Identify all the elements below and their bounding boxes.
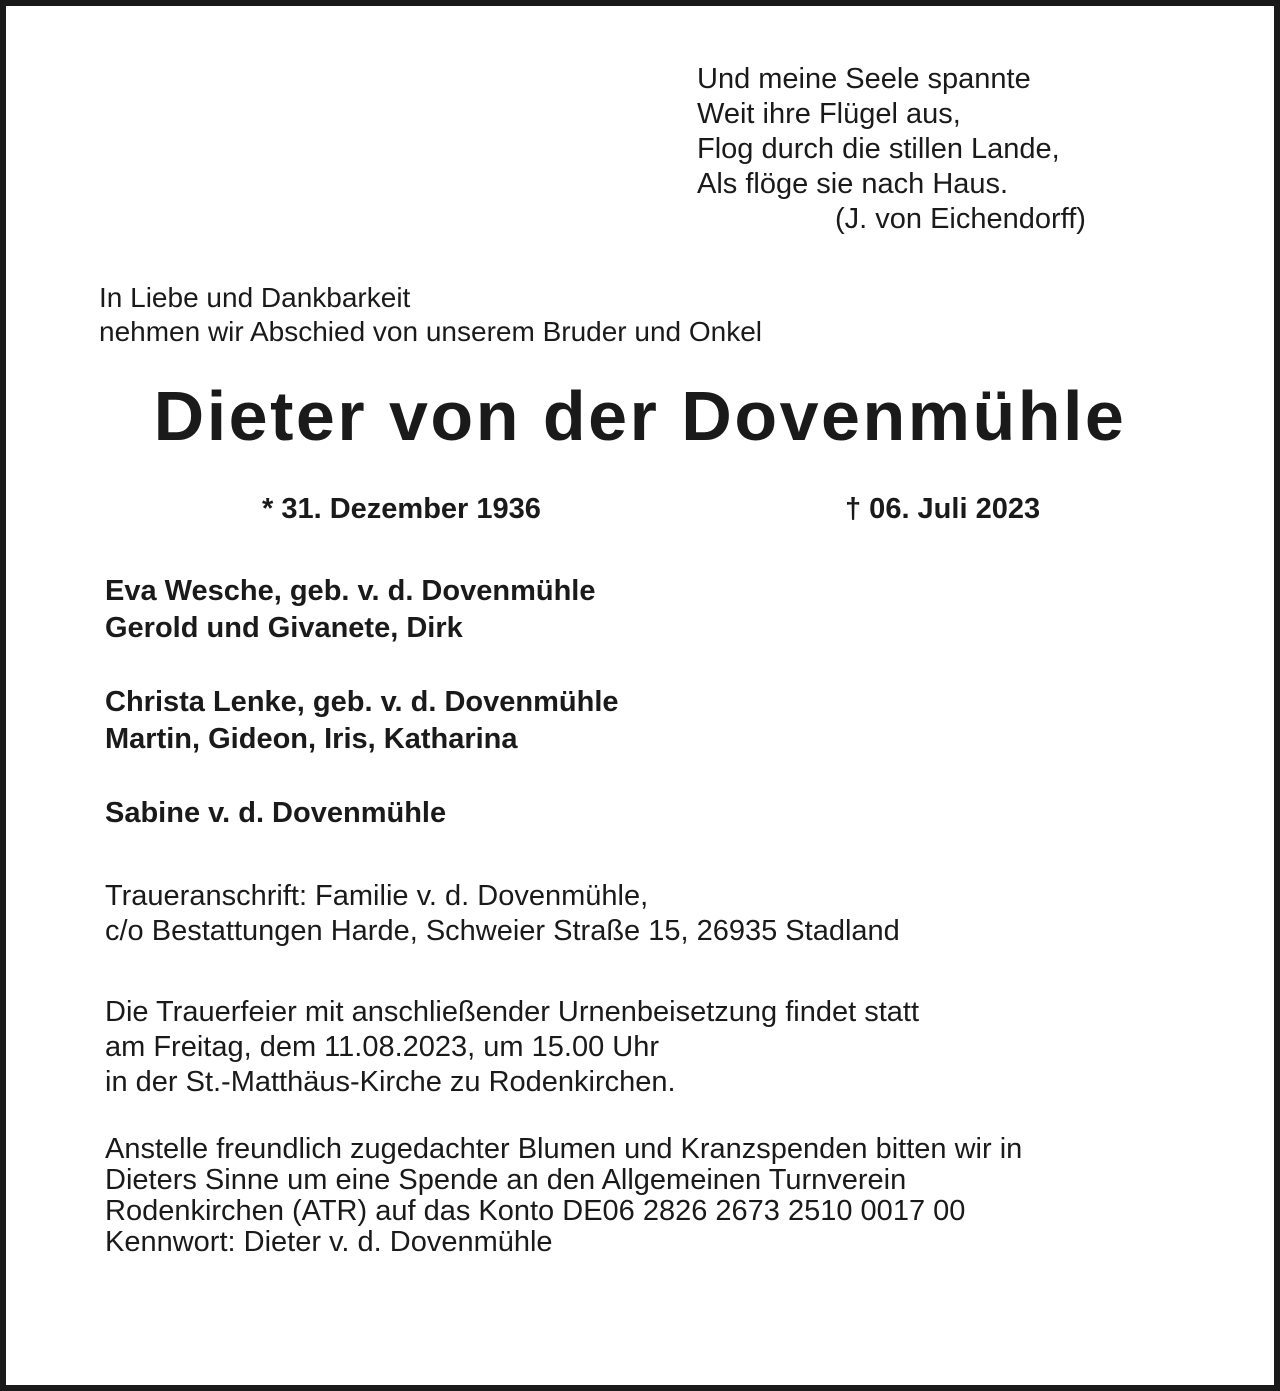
deceased-name: Dieter von der Dovenmühle xyxy=(153,377,1127,455)
intro-text xyxy=(99,281,762,349)
birth-date: * 31. Dezember 1936 xyxy=(262,493,541,525)
poem-author: (J. von Eichendorff) xyxy=(835,203,1086,235)
poem-line: Weit ihre Flügel aus, xyxy=(697,98,961,130)
family-line: Eva Wesche, geb. v. d. Dovenmühle xyxy=(105,575,596,607)
death-date: † 06. Juli 2023 xyxy=(845,493,1041,525)
family-group xyxy=(105,684,619,758)
donation-line: Kennwort: Dieter v. d. Dovenmühle xyxy=(105,1226,553,1258)
ceremony-line: Die Trauerfeier mit anschließender Urnenbeisetzung findet statt xyxy=(105,996,920,1028)
family-line: Gerold und Givanete, Dirk xyxy=(105,612,463,644)
family-line: Sabine v. d. Dovenmühle xyxy=(105,797,447,829)
family-group xyxy=(105,573,595,647)
address-line: c/o Bestattungen Harde, Schweier Straße 15, 26935 Stadland xyxy=(105,915,900,947)
poem-line: Flog durch die stillen Lande, xyxy=(697,133,1060,165)
address-line: Traueranschrift: Familie v. d. Dovenmühle, xyxy=(105,880,649,912)
ceremony-info xyxy=(105,995,919,1100)
donation-line: Rodenkirchen (ATR) auf das Konto DE06 2826 2673 2510 0017 00 xyxy=(105,1195,966,1227)
ceremony-line: am Freitag, dem 11.08.2023, um 15.00 Uhr xyxy=(105,1031,659,1063)
poem-quote xyxy=(697,62,1086,237)
family-group xyxy=(105,795,446,832)
family-line: Martin, Gideon, Iris, Katharina xyxy=(105,723,518,755)
donation-line: Anstelle freundlich zugedachter Blumen und Kranzspenden bitten wir in xyxy=(105,1133,1023,1165)
intro-line: In Liebe und Dankbarkeit xyxy=(99,282,411,313)
donation-request xyxy=(105,1134,1022,1258)
ceremony-line: in der St.-Matthäus-Kirche zu Rodenkirchen. xyxy=(105,1066,676,1098)
poem-line: Und meine Seele spannte xyxy=(697,63,1031,95)
family-line: Christa Lenke, geb. v. d. Dovenmühle xyxy=(105,686,619,718)
mourning-address xyxy=(105,879,900,949)
donation-line: Dieters Sinne um eine Spende an den Allgemeinen Turnverein xyxy=(105,1164,907,1196)
poem-line: Als flöge sie nach Haus. xyxy=(697,168,1009,200)
intro-line: nehmen wir Abschied von unserem Bruder und Onkel xyxy=(99,316,763,347)
